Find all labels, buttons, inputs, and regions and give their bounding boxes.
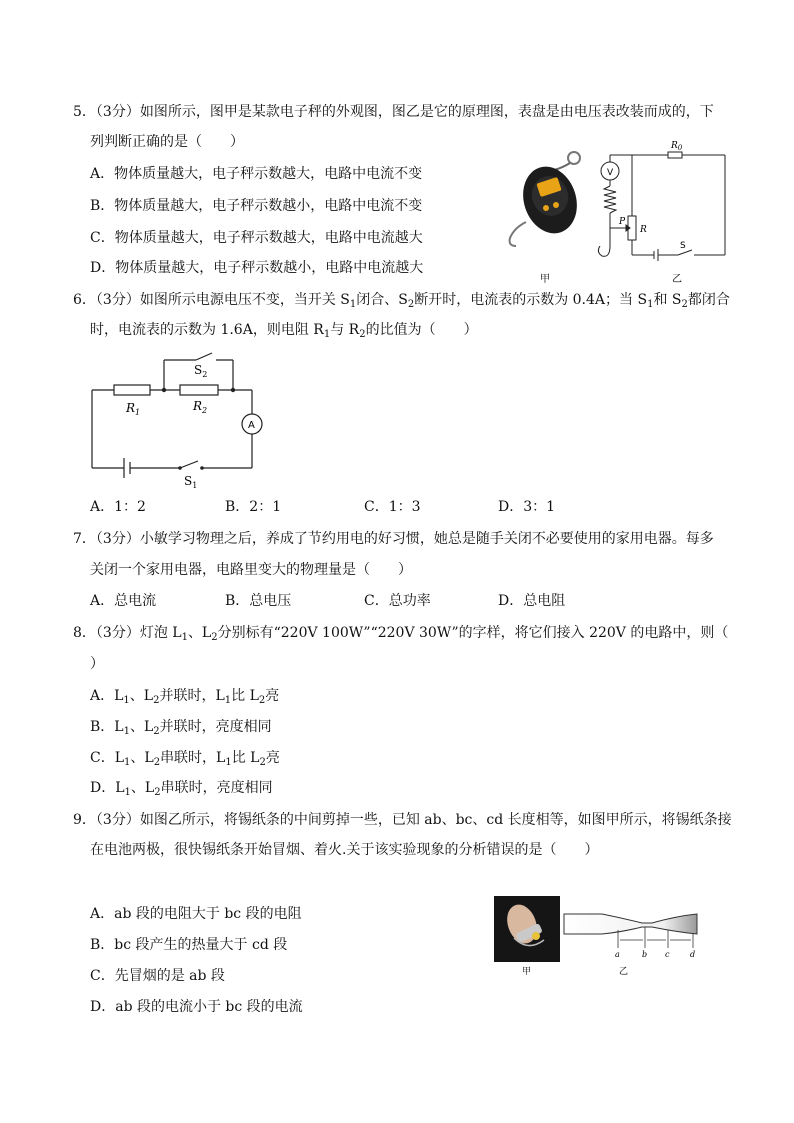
q7-option-a: A．总电流 xyxy=(90,593,157,609)
r2-label: $R_2$ xyxy=(193,399,208,415)
q6-option-a: A．1：2 xyxy=(90,499,146,515)
q8-option-c: C．$L_1$、$L_2$串联时，$L_1$比 $L_2$亮 xyxy=(90,750,280,768)
q7-option-d: D．总电阻 xyxy=(498,593,566,609)
q5-option-a: A．物体质量越大，电子秤示数越大，电路中电流不变 xyxy=(90,166,423,182)
point-c-label: c xyxy=(665,950,670,959)
ammeter-label: A xyxy=(248,420,255,431)
tin-foil-strip xyxy=(564,914,697,934)
q5-stem-line2: 列判断正确的是（ ） xyxy=(90,134,244,150)
q9-figure xyxy=(492,894,722,978)
fig-label-yi: 乙 xyxy=(672,274,682,285)
q5-option-d: D．物体质量越大，电子秤示数越小，电路中电流越大 xyxy=(90,260,424,276)
fig-label-yi: 乙 xyxy=(619,967,629,977)
q9-option-b: B．bc 段产生的热量大于 cd 段 xyxy=(90,937,288,953)
q6-option-b: B．2：1 xyxy=(225,499,282,515)
q7-option-b: B．总电压 xyxy=(225,593,292,609)
q5-figure xyxy=(492,138,732,288)
q9-option-d: D．ab 段的电流小于 bc 段的电流 xyxy=(90,999,303,1015)
q5-option-c: C．物体质量越大，电子秤示数越大，电路中电流越大 xyxy=(90,230,423,246)
q8-option-a: A．$L_1$、$L_2$并联时，$L_1$比 $L_2$亮 xyxy=(90,688,280,706)
point-b-label: b xyxy=(642,950,648,959)
voltmeter-label: V xyxy=(607,168,614,178)
q9-option-c: C．先冒烟的是 ab 段 xyxy=(90,968,225,984)
q9-stem-line2: 在电池两极，很快锡纸条开始冒烟、着火.关于该实验现象的分析错误的是（ ） xyxy=(90,842,599,858)
r1-label: $R_1$ xyxy=(126,401,141,417)
tin-foil-battery-image xyxy=(494,896,560,962)
q9-option-a: A．ab 段的电阻大于 bc 段的电阻 xyxy=(90,906,302,922)
q6-option-c: C．1：3 xyxy=(364,499,421,515)
fig-label-jia: 甲 xyxy=(522,967,532,977)
q5-option-b: B．物体质量越大，电子秤示数越小，电路中电流不变 xyxy=(90,198,423,214)
q8-option-d: D．$L_1$、$L_2$串联时，亮度相同 xyxy=(90,780,273,798)
scale-circuit xyxy=(598,152,725,261)
s-label: S xyxy=(680,241,686,251)
q6-option-d: D．3：1 xyxy=(498,499,556,515)
q9-stem-line1: 9．（3分）如图乙所示，将锡纸条的中间剪掉一些，已知 ab、bc、cd 长度相等，如图甲所示，将锡纸条接 xyxy=(73,812,732,828)
q8-option-b: B．$L_1$、$L_2$并联时，亮度相同 xyxy=(90,719,272,737)
q6-stem-line1: 6．（3分）如图所示电源电压不变，当开关 $S_1$闭合、$S_2$断开时，电流表的示数为 0.4A；当 $S_1$和 $S_2$都闭合 xyxy=(73,292,730,310)
p-label: P xyxy=(619,217,626,227)
q7-stem-line2: 关闭一个家用电器，电路里变大的物理量是（ ） xyxy=(90,562,412,578)
r0-label: $R_0$ xyxy=(671,141,683,152)
electronic-scale-image xyxy=(510,152,586,246)
q5-stem-line1: 5．（3分）如图所示，图甲是某款电子秤的外观图，图乙是它的原理图，表盘是由电压表改装而成的，下 xyxy=(73,104,714,120)
q8-stem-line1: 8．（3分）灯泡 $L_1$、$L_2$分别标有“220V 100W”“220V 30W”的字样，将它们接入 220V 的电路中，则（ xyxy=(73,625,729,643)
q6-circuit-diagram xyxy=(86,350,266,490)
q7-stem-line1: 7．（3分）小敏学习物理之后，养成了节约用电的好习惯，她总是随手关闭不必要使用的家用电器。每多 xyxy=(73,531,714,547)
q7-option-c: C．总功率 xyxy=(364,593,431,609)
fig-label-jia: 甲 xyxy=(540,274,550,285)
s1-label: $S_1$ xyxy=(184,474,198,490)
r-label: R xyxy=(640,225,647,235)
q8-stem-line2: ） xyxy=(90,656,104,672)
point-d-label: d xyxy=(690,950,696,959)
q6-stem-line2: 时，电流表的示数为 1.6A，则电阻 $R_1$与 $R_2$的比值为（ ） xyxy=(90,322,478,340)
point-a-label: a xyxy=(615,950,620,959)
s2-label: $S_2$ xyxy=(194,363,208,379)
